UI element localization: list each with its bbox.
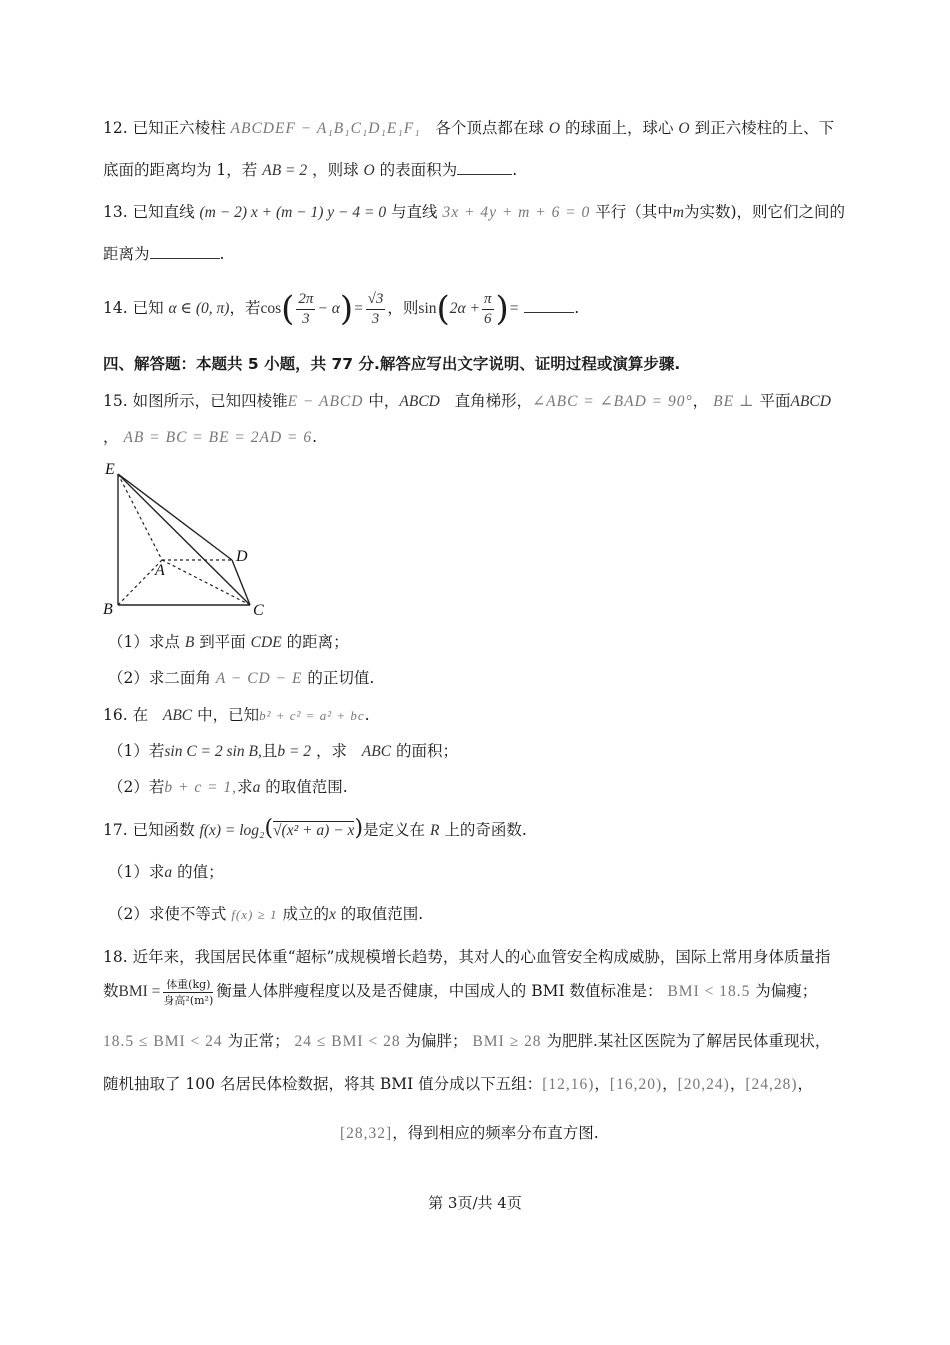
q17-x: x xyxy=(328,906,336,923)
q18-text: 为正常； xyxy=(227,1032,290,1050)
q16-text: 求 xyxy=(237,778,253,796)
q12-ab: AB = 2 xyxy=(262,162,308,179)
q16-tri: ABC xyxy=(361,743,392,760)
q18-over: 24 ≤ BMI < 28 xyxy=(294,1033,401,1050)
q14-frac3-num: π xyxy=(482,292,494,310)
q18-group: [12,16) xyxy=(542,1076,595,1093)
q12-period: . xyxy=(512,161,518,179)
q15-text: 直角梯形， xyxy=(454,392,533,410)
pyramid-figure xyxy=(100,460,280,620)
q16-part1 xyxy=(108,740,458,763)
q13-text: 平行（其中 xyxy=(595,203,673,221)
q12-text: 底面的距离均为 1，若 xyxy=(103,161,258,179)
q16-text: 16. 在 xyxy=(103,706,149,724)
q15-text: ， xyxy=(103,428,119,446)
q15-angles: ∠ABC = ∠BAD = 90° xyxy=(532,393,693,410)
q12-text: 12. 已知正六棱柱 xyxy=(103,119,226,137)
q15-text: 中， xyxy=(368,392,400,410)
q13-line1 xyxy=(103,201,845,224)
q17-ineq: f(x) ≥ 1 xyxy=(231,907,278,922)
answer-blank xyxy=(524,298,574,313)
q14-frac1 xyxy=(296,292,315,327)
q18-sep: ， xyxy=(729,1075,746,1093)
q18-sep: ， xyxy=(594,1075,610,1093)
q18-text: 为偏胖； xyxy=(405,1032,468,1050)
q17-text: 的值； xyxy=(177,863,224,881)
label-D: D xyxy=(236,548,248,565)
q18-obese: BMI ≥ 28 xyxy=(472,1033,542,1050)
q17-text: （1）求 xyxy=(108,863,165,881)
q18-sep: ， xyxy=(662,1075,678,1093)
q18-line2 xyxy=(103,976,817,1007)
q18-bmi-num: 体重(kg) xyxy=(163,979,213,993)
q18-group: [24,28) xyxy=(745,1076,798,1093)
q15-text: 的正切值. xyxy=(307,669,375,687)
label-C: C xyxy=(253,602,264,619)
q14-paren: ) xyxy=(339,289,354,329)
q18-thin: BMI < 18.5 xyxy=(667,983,751,1000)
q15-be-perp: BE ⊥ xyxy=(713,393,755,410)
q14-frac2-num: √3 xyxy=(366,292,386,310)
q15-part1 xyxy=(108,631,349,654)
q17-paren: ) xyxy=(354,816,364,841)
q17-part1 xyxy=(108,861,224,884)
q15-text: （1）求点 xyxy=(108,633,180,651)
q16-line xyxy=(103,704,370,727)
q15-plane: ABCD xyxy=(790,393,831,410)
q13-text: 为实数)，则它们之间的 xyxy=(683,203,846,221)
q14-frac2-den: 3 xyxy=(371,310,380,327)
section-4-heading: 四、解答题：本题共 5 小题，共 77 分.解答应写出文字说明、证明过程或演算步骤. xyxy=(103,355,681,373)
q13-period: . xyxy=(219,245,225,263)
q16-text: （2）若 xyxy=(108,778,165,796)
q18-group: [20,24) xyxy=(677,1076,730,1093)
q17-a: a xyxy=(164,864,173,881)
q16-p1-cond: sin C = 2 sin B, xyxy=(164,743,262,760)
q14-two-alpha: 2α + xyxy=(449,300,480,317)
q14-line xyxy=(103,283,579,334)
q18-bmi-frac xyxy=(163,979,213,1006)
q17-text: 是定义在 xyxy=(363,821,426,839)
q18-text: 衡量人体胖瘦程度以及是否健康，中国成人的 BMI 数值标准是： xyxy=(216,982,663,1000)
edge-ED xyxy=(118,474,232,560)
q17-text: 的取值范围. xyxy=(340,905,424,923)
q16-p2-cond: b + c = 1, xyxy=(164,779,238,796)
q12-line2 xyxy=(103,159,517,182)
answer-blank xyxy=(457,160,512,175)
q16-text: （1）若 xyxy=(108,742,165,760)
q16-text: 且 xyxy=(261,742,278,760)
q14-eq: = xyxy=(353,300,364,317)
q15-line1 xyxy=(103,390,831,413)
q16-cond: b² + c² = a² + bc xyxy=(259,708,365,723)
q18-text: 数 xyxy=(103,982,119,1000)
q12-O: O xyxy=(548,120,561,137)
q16-text: 的面积； xyxy=(396,742,459,760)
label-A: A xyxy=(155,562,165,579)
q15-text: （2）求二面角 xyxy=(108,669,211,687)
page-footer: 第 3页/共 4页 xyxy=(428,1194,522,1212)
q17-text: （2）求使不等式 xyxy=(108,905,227,923)
q18-line3 xyxy=(103,1030,830,1053)
edge-EC xyxy=(118,474,250,605)
q18-group: [16,20) xyxy=(609,1076,663,1093)
q18-line5 xyxy=(340,1122,599,1145)
label-E: E xyxy=(105,461,115,478)
q13-eq2: 3x + 4y + m + 6 = 0 xyxy=(442,204,591,221)
q15-CDE: CDE xyxy=(250,634,282,651)
q13-line2 xyxy=(103,243,224,265)
q16-text: 中，已知 xyxy=(197,706,260,724)
q12-O: O xyxy=(678,120,690,137)
q18-text: 为肥胖.某社区医院为了解居民体重现状， xyxy=(546,1032,831,1050)
q17-part2 xyxy=(108,903,423,926)
q15-pyramid: E − ABCD xyxy=(287,393,364,410)
q12-O: O xyxy=(363,162,375,179)
q14-period: . xyxy=(574,299,580,317)
q14-frac2 xyxy=(366,292,386,327)
q12-text: 各个顶点都在球 xyxy=(435,119,544,137)
q18-text: ，得到相应的频率分布直方图. xyxy=(392,1124,599,1142)
q16-period: . xyxy=(364,706,370,724)
q16-text: 的取值范围. xyxy=(265,778,348,796)
q12-text: 的球面上，球心 xyxy=(564,119,674,137)
q18-group: [28,32] xyxy=(340,1125,393,1142)
q14-paren: ) xyxy=(495,289,509,329)
q15-B: B xyxy=(184,634,195,651)
q14-frac3 xyxy=(482,292,494,327)
q15-line2 xyxy=(103,426,317,449)
q14-eq2: = xyxy=(508,300,520,317)
q16-p1-b: b = 2 xyxy=(277,743,312,760)
q17-line xyxy=(103,818,527,842)
q14-text: ，则 xyxy=(387,299,419,317)
q16-part2 xyxy=(108,776,348,799)
q14-paren: ( xyxy=(436,289,450,329)
q15-period: . xyxy=(312,428,318,446)
q14-frac1-num: 2π xyxy=(296,292,315,310)
q16-text: ，求 xyxy=(316,742,348,760)
q14-paren: ( xyxy=(281,289,295,329)
q13-eq1: (m − 2) x + (m − 1) y − 4 = 0 xyxy=(199,204,387,221)
edge-AC xyxy=(162,560,250,605)
q17-text: 成立的 xyxy=(282,905,329,923)
q15-text: ， xyxy=(692,392,709,410)
q14-cos: cos xyxy=(260,300,282,317)
q15-text: 平面 xyxy=(759,392,791,410)
label-B: B xyxy=(103,601,113,618)
q14-sin: sin xyxy=(418,300,437,317)
q15-lengths: AB = BC = BE = 2AD = 6 xyxy=(123,429,313,446)
q13-text: 距离为 xyxy=(103,245,150,263)
q15-abcd: ABCD xyxy=(399,393,440,410)
q12-text: ，则球 xyxy=(312,161,359,179)
q18-line1: 18. 近年来，我国居民体重“超标”成规模增长趋势，其对人的心血管安全构成威胁，国际上常用身体质量指 xyxy=(103,948,831,966)
q17-func: f(x) = log₂ xyxy=(199,822,265,839)
q13-text: 与直线 xyxy=(391,203,438,221)
q18-text: 为偏瘦； xyxy=(755,982,818,1000)
q12-text: 的表面积为 xyxy=(379,161,458,179)
q16-a: a xyxy=(252,779,261,796)
q15-text: 的距离； xyxy=(286,633,349,651)
q18-bmi-den: 身高²(m²) xyxy=(163,993,214,1007)
q14-text: 14. 已知 xyxy=(103,299,164,317)
q15-part2 xyxy=(108,667,374,690)
q17-R: R xyxy=(429,822,440,839)
answer-blank xyxy=(150,244,220,259)
q12-prism: ABCDEF − A₁B₁C₁D₁E₁F₁ xyxy=(230,120,421,137)
q14-frac1-den: 3 xyxy=(302,310,310,327)
q16-tri: ABC xyxy=(162,707,193,724)
q18-normal: 18.5 ≤ BMI < 24 xyxy=(103,1033,223,1050)
q14-text: ，若 xyxy=(229,299,261,317)
q15-text: 到平面 xyxy=(199,633,246,651)
q13-text: 13. 已知直线 xyxy=(103,203,195,221)
q18-sep: ， xyxy=(797,1075,814,1093)
q17-text: 17. 已知函数 xyxy=(103,821,195,839)
q17-paren: ( xyxy=(264,816,274,841)
q14-range: α ∈ (0, π) xyxy=(168,300,230,317)
q18-text: 随机抽取了 100 名居民体检数据，将其 BMI 值分成以下五组： xyxy=(103,1075,543,1093)
q18-line4 xyxy=(103,1073,813,1096)
q17-text: 上的奇函数. xyxy=(444,821,527,839)
q14-minus-alpha: − α xyxy=(317,300,340,317)
q12-line1 xyxy=(103,117,834,140)
edge-EA xyxy=(118,474,162,560)
q15-dihedral: A − CD − E xyxy=(215,670,303,687)
q12-text: 到正六棱柱的上、下 xyxy=(694,119,835,137)
q17-inner: √(x² + a) − x xyxy=(273,822,355,839)
q13-m: m xyxy=(672,204,684,221)
q14-frac3-den: 6 xyxy=(484,310,492,327)
q18-bmi: BMI = xyxy=(118,983,161,1000)
q15-text: 15. 如图所示，已知四棱锥 xyxy=(103,392,288,410)
edge-DC xyxy=(232,560,250,605)
